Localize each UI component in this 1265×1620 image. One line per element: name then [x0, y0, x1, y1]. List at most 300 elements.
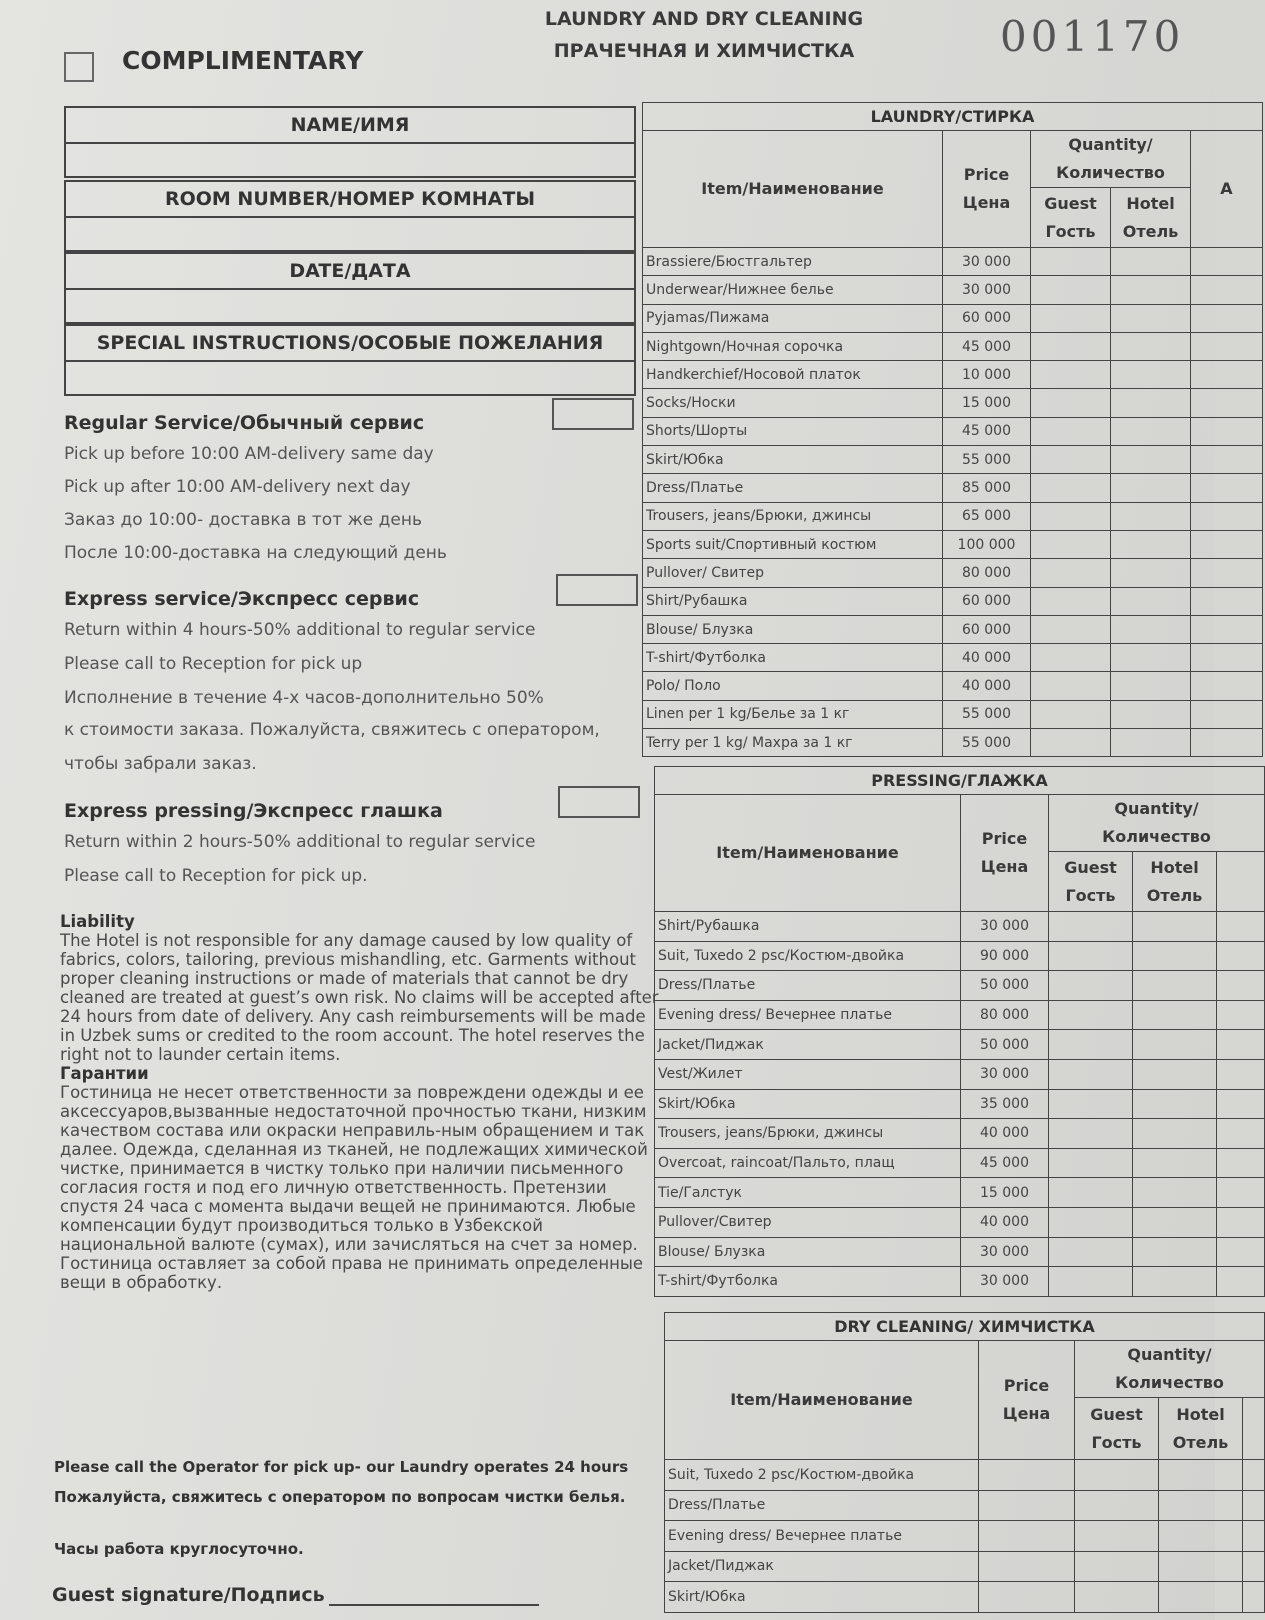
- table-row: [655, 1119, 1265, 1149]
- item-price: 55 000: [943, 446, 1031, 474]
- guest-quantity-cell[interactable]: [1049, 941, 1133, 971]
- hotel-quantity-cell[interactable]: [1133, 1030, 1217, 1060]
- extra-header: A: [1191, 131, 1263, 248]
- guest-quantity-cell[interactable]: [1049, 1030, 1133, 1060]
- item-price: 45 000: [943, 417, 1031, 445]
- guest-quantity-cell[interactable]: [1049, 1237, 1133, 1267]
- express-pressing-line: Please call to Reception for pick up.: [64, 866, 368, 886]
- hotel-quantity-cell[interactable]: [1159, 1521, 1243, 1552]
- express-service-checkbox[interactable]: [556, 574, 638, 606]
- guest-quantity-cell[interactable]: [1049, 1267, 1133, 1297]
- item-price: 40 000: [943, 644, 1031, 672]
- guest-signature-label: Guest signature/Подпись: [52, 1584, 325, 1606]
- item-price: 80 000: [961, 1000, 1049, 1030]
- item-name: Skirt/Юбка: [665, 1582, 979, 1613]
- hotel-quantity-cell[interactable]: [1133, 1267, 1217, 1297]
- guest-quantity-cell[interactable]: [1075, 1521, 1159, 1552]
- hotel-quantity-cell[interactable]: [1111, 530, 1191, 558]
- extra-cell[interactable]: [1243, 1582, 1265, 1613]
- extra-cell[interactable]: [1217, 941, 1265, 971]
- item-price: 90 000: [961, 941, 1049, 971]
- liability-text: The Hotel is not responsible for any damage caused by low quality of fabrics, colors, tailoring, previous mishandling, etc. Garments without proper cleaning instructions or made of materials that cannot be dry cleaned are treated at guest’s own risk. No claims will be accepted after 24 hours from date of delivery. Any cash reimbursements will be made in Uzbek sums or credited to the room account. The hotel reserves the right not to launder certain items.: [60, 931, 659, 1064]
- guest-quantity-cell[interactable]: [1049, 1089, 1133, 1119]
- item-price: [979, 1460, 1075, 1491]
- item-price: 35 000: [961, 1089, 1049, 1119]
- table-row: [655, 1237, 1265, 1267]
- item-name: Socks/Носки: [643, 389, 943, 417]
- hotel-quantity-cell[interactable]: [1133, 941, 1217, 971]
- item-price: [979, 1551, 1075, 1582]
- name-field-label: NAME/ИМЯ: [66, 108, 634, 144]
- table-row: [655, 912, 1265, 942]
- table-row: [643, 700, 1263, 728]
- guest-quantity-cell[interactable]: [1031, 304, 1111, 332]
- item-price: [979, 1521, 1075, 1552]
- item-name: Suit, Tuxedo 2 psc/Костюм-двойка: [655, 941, 961, 971]
- item-name: T-shirt/Футболка: [655, 1267, 961, 1297]
- extra-cell[interactable]: [1191, 446, 1263, 474]
- hotel-quantity-cell[interactable]: [1159, 1582, 1243, 1613]
- hotel-header: [1159, 1398, 1243, 1460]
- hotel-quantity-cell[interactable]: [1111, 700, 1191, 728]
- hotel-quantity-cell[interactable]: [1111, 276, 1191, 304]
- item-name: Jacket/Пиджак: [665, 1551, 979, 1582]
- item-price: [979, 1582, 1075, 1613]
- name-field: [64, 106, 636, 178]
- regular-service-checkbox[interactable]: [552, 398, 634, 430]
- guest-header-en: Guest: [1090, 1404, 1143, 1424]
- extra-cell[interactable]: [1191, 530, 1263, 558]
- table-row: [655, 1089, 1265, 1119]
- quantity-header: [1075, 1341, 1265, 1398]
- hotel-quantity-cell[interactable]: [1111, 672, 1191, 700]
- item-name: Shorts/Шорты: [643, 417, 943, 445]
- guest-quantity-cell[interactable]: [1075, 1460, 1159, 1491]
- special-instructions-field: [64, 324, 636, 396]
- name-input[interactable]: [66, 144, 634, 176]
- form-title-en: LAUNDRY AND DRY CLEANING: [544, 8, 864, 30]
- extra-cell[interactable]: [1191, 248, 1263, 276]
- hotel-quantity-cell[interactable]: [1159, 1490, 1243, 1521]
- hotel-quantity-cell[interactable]: [1111, 417, 1191, 445]
- extra-cell[interactable]: [1191, 502, 1263, 530]
- price-header-ru: Цена: [1002, 1404, 1051, 1423]
- express-pressing-line: Return within 2 hours-50% additional to regular service: [64, 832, 536, 852]
- room-number-input[interactable]: [66, 218, 634, 250]
- item-name: Blouse/ Блузка: [643, 615, 943, 643]
- item-name: T-shirt/Футболка: [643, 644, 943, 672]
- table-row: [643, 615, 1263, 643]
- item-name: Polo/ Поло: [643, 672, 943, 700]
- extra-cell[interactable]: [1191, 332, 1263, 360]
- hotel-header-ru: Отель: [1122, 221, 1179, 241]
- extra-cell[interactable]: [1217, 1207, 1265, 1237]
- dry-cleaning-title: DRY CLEANING/ ХИМЧИСТКА: [665, 1313, 1265, 1341]
- guest-quantity-cell[interactable]: [1031, 276, 1111, 304]
- hotel-header: [1133, 852, 1217, 912]
- guest-quantity-cell[interactable]: [1075, 1582, 1159, 1613]
- extra-cell[interactable]: [1243, 1460, 1265, 1491]
- hotel-quantity-cell[interactable]: [1111, 446, 1191, 474]
- table-row: [665, 1521, 1265, 1552]
- item-name: Dress/Платье: [665, 1490, 979, 1521]
- table-row: [655, 1000, 1265, 1030]
- laundry-table: [642, 102, 1263, 757]
- hotel-quantity-cell[interactable]: [1133, 1178, 1217, 1208]
- guest-quantity-cell[interactable]: [1049, 1148, 1133, 1178]
- item-price: 65 000: [943, 502, 1031, 530]
- express-service-title: Express service/Экспресс сервис: [64, 588, 420, 610]
- hotel-quantity-cell[interactable]: [1133, 1089, 1217, 1119]
- item-name: Dress/Платье: [655, 971, 961, 1001]
- table-row: [643, 644, 1263, 672]
- price-header-ru: Цена: [962, 193, 1011, 212]
- guest-quantity-cell[interactable]: [1031, 729, 1111, 757]
- item-price: 60 000: [943, 615, 1031, 643]
- extra-cell[interactable]: [1243, 1551, 1265, 1582]
- item-name: Overcoat, raincoat/Пальто, плащ: [655, 1148, 961, 1178]
- hotel-header: [1111, 188, 1191, 248]
- guest-quantity-cell[interactable]: [1031, 361, 1111, 389]
- extra-cell[interactable]: [1191, 700, 1263, 728]
- table-row: [655, 1267, 1265, 1297]
- special-instructions-label: SPECIAL INSTRUCTIONS/ОСОБЫЕ ПОЖЕЛАНИЯ: [66, 326, 634, 362]
- item-name: Evening dress/ Вечернее платье: [655, 1000, 961, 1030]
- table-row: [655, 1148, 1265, 1178]
- room-number-label: ROOM NUMBER/НОМЕР КОМНАТЫ: [66, 182, 634, 218]
- item-name: Evening dress/ Вечернее платье: [665, 1521, 979, 1552]
- item-name: Skirt/Юбка: [643, 446, 943, 474]
- quantity-header-ru: Количество: [1056, 163, 1165, 182]
- extra-cell[interactable]: [1217, 1030, 1265, 1060]
- guest-quantity-cell[interactable]: [1031, 530, 1111, 558]
- item-price: 30 000: [961, 912, 1049, 942]
- item-price: 55 000: [943, 700, 1031, 728]
- quantity-header-ru: Количество: [1115, 1373, 1224, 1392]
- extra-cell[interactable]: [1191, 417, 1263, 445]
- item-price: 50 000: [961, 1030, 1049, 1060]
- guest-quantity-cell[interactable]: [1031, 502, 1111, 530]
- item-name: Terry per 1 kg/ Махра за 1 кг: [643, 729, 943, 757]
- table-row: [655, 1207, 1265, 1237]
- table-row: [643, 559, 1263, 587]
- extra-cell[interactable]: [1191, 615, 1263, 643]
- regular-service-title: Regular Service/Обычный сервис: [64, 412, 425, 434]
- table-row: [643, 672, 1263, 700]
- signature-line[interactable]: [329, 1586, 539, 1606]
- hotel-quantity-cell[interactable]: [1133, 1237, 1217, 1267]
- extra-cell[interactable]: [1217, 971, 1265, 1001]
- hotel-quantity-cell[interactable]: [1133, 1207, 1217, 1237]
- extra-cell[interactable]: [1191, 304, 1263, 332]
- table-row: [665, 1460, 1265, 1491]
- hotel-quantity-cell[interactable]: [1159, 1551, 1243, 1582]
- hotel-quantity-cell[interactable]: [1111, 304, 1191, 332]
- table-row: [643, 276, 1263, 304]
- extra-cell[interactable]: [1217, 1059, 1265, 1089]
- extra-cell[interactable]: [1191, 672, 1263, 700]
- express-line: Исполнение в течение 4-х часов-дополнительно 50%: [64, 688, 544, 708]
- item-name: Sports suit/Спортивный костюм: [643, 530, 943, 558]
- extra-cell[interactable]: [1191, 474, 1263, 502]
- quantity-header: [1031, 131, 1191, 188]
- hotel-quantity-cell[interactable]: [1111, 615, 1191, 643]
- item-name: Handkerchief/Носовой платок: [643, 361, 943, 389]
- item-name: Nightgown/Ночная сорочка: [643, 332, 943, 360]
- guest-quantity-cell[interactable]: [1031, 615, 1111, 643]
- hotel-quantity-cell[interactable]: [1111, 502, 1191, 530]
- table-row: [655, 1059, 1265, 1089]
- guest-header-en: Guest: [1044, 193, 1097, 213]
- guest-quantity-cell[interactable]: [1031, 559, 1111, 587]
- guarantee-title: Гарантии: [60, 1064, 149, 1083]
- guest-header-ru: Гость: [1091, 1432, 1142, 1452]
- item-price: 30 000: [943, 276, 1031, 304]
- price-header-ru: Цена: [980, 857, 1029, 876]
- hotel-quantity-cell[interactable]: [1111, 332, 1191, 360]
- item-price: 30 000: [943, 248, 1031, 276]
- table-row: [643, 729, 1263, 757]
- quantity-header-en: Quantity/: [1114, 799, 1199, 818]
- table-row: [643, 332, 1263, 360]
- price-header: [961, 795, 1049, 912]
- hotel-quantity-cell[interactable]: [1111, 587, 1191, 615]
- item-price: 45 000: [943, 332, 1031, 360]
- table-row: [655, 971, 1265, 1001]
- regular-line: Заказ до 10:00- доставка в тот же день: [64, 510, 423, 530]
- item-price: 80 000: [943, 559, 1031, 587]
- guest-quantity-cell[interactable]: [1049, 912, 1133, 942]
- table-row: [643, 304, 1263, 332]
- guest-quantity-cell[interactable]: [1049, 1207, 1133, 1237]
- guest-quantity-cell[interactable]: [1031, 672, 1111, 700]
- hotel-quantity-cell[interactable]: [1159, 1460, 1243, 1491]
- guest-quantity-cell[interactable]: [1049, 1059, 1133, 1089]
- guest-quantity-cell[interactable]: [1031, 644, 1111, 672]
- item-price: 40 000: [943, 672, 1031, 700]
- item-price: 40 000: [961, 1119, 1049, 1149]
- item-price: 40 000: [961, 1207, 1049, 1237]
- express-pressing-title: Express pressing/Экспресс глашка: [64, 800, 443, 822]
- guest-header: [1049, 852, 1133, 912]
- table-row: [643, 389, 1263, 417]
- extra-cell[interactable]: [1191, 276, 1263, 304]
- extra-cell[interactable]: [1217, 912, 1265, 942]
- item-header: Item/Наименование: [665, 1341, 979, 1460]
- complimentary-label: COMPLIMENTARY: [122, 46, 364, 75]
- price-header: [943, 131, 1031, 248]
- quantity-header-en: Quantity/: [1068, 135, 1153, 154]
- quantity-header: [1049, 795, 1265, 852]
- item-price: 85 000: [943, 474, 1031, 502]
- table-row: [643, 530, 1263, 558]
- hotel-header-ru: Отель: [1146, 885, 1203, 905]
- extra-cell[interactable]: [1217, 1178, 1265, 1208]
- extra-cell[interactable]: [1191, 729, 1263, 757]
- guest-quantity-cell[interactable]: [1031, 417, 1111, 445]
- guest-header: [1031, 188, 1111, 248]
- date-input[interactable]: [66, 290, 634, 322]
- express-line: чтобы забрали заказ.: [64, 754, 257, 774]
- extra-cell[interactable]: [1217, 1089, 1265, 1119]
- price-header-en: Price: [981, 829, 1028, 848]
- hotel-quantity-cell[interactable]: [1111, 248, 1191, 276]
- guest-quantity-cell[interactable]: [1049, 1178, 1133, 1208]
- item-price: 15 000: [961, 1178, 1049, 1208]
- item-name: Shirt/Рубашка: [643, 587, 943, 615]
- item-name: Shirt/Рубашка: [655, 912, 961, 942]
- room-number-field: [64, 180, 636, 252]
- table-row: [643, 248, 1263, 276]
- guest-quantity-cell[interactable]: [1031, 389, 1111, 417]
- table-row: [665, 1490, 1265, 1521]
- guarantee-text: Гостиница не несет ответственности за повреждени одежды и ее аксессуаров,вызванные недостаточной прочностью ткани, низким качеством состава или окраски неправиль-ным обращением и так далее. Одежда, сделанная из тканей, не подлежащих химической чистке, принимается в чистку только при наличии письменного согласия гостя и под его личную ответственность. Претензии спустя 24 часа с момента выдачи вещей не принимаются. Любые компенсации будут производиться только в Узбекской национальной валюте (сумах), или зачисляться на счет за номер. Гостиница оставляет за собой права не принимать определенные вещи в обработку.: [60, 1083, 648, 1292]
- item-name: Skirt/Юбка: [655, 1089, 961, 1119]
- guest-quantity-cell[interactable]: [1075, 1551, 1159, 1582]
- extra-cell[interactable]: [1217, 1000, 1265, 1030]
- guest-quantity-cell[interactable]: [1049, 971, 1133, 1001]
- item-name: Trousers, jeans/Брюки, джинсы: [643, 502, 943, 530]
- operator-note-en: Please call the Operator for pick up- our Laundry operates 24 hours: [54, 1458, 629, 1476]
- item-price: 55 000: [943, 729, 1031, 757]
- hotel-quantity-cell[interactable]: [1111, 361, 1191, 389]
- item-name: Pyjamas/Пижама: [643, 304, 943, 332]
- complimentary-checkbox[interactable]: [64, 52, 94, 82]
- item-price: 45 000: [961, 1148, 1049, 1178]
- guest-quantity-cell[interactable]: [1075, 1490, 1159, 1521]
- item-name: Tie/Галстук: [655, 1178, 961, 1208]
- special-instructions-input[interactable]: [66, 362, 634, 394]
- extra-cell[interactable]: [1217, 1237, 1265, 1267]
- quantity-header-en: Quantity/: [1127, 1345, 1212, 1364]
- guest-header-en: Guest: [1064, 857, 1117, 877]
- table-row: [665, 1551, 1265, 1582]
- table-row: [643, 417, 1263, 445]
- table-row: [655, 941, 1265, 971]
- price-header: [979, 1341, 1075, 1460]
- extra-cell[interactable]: [1217, 1119, 1265, 1149]
- regular-line: Pick up after 10:00 AM-delivery next day: [64, 477, 411, 497]
- extra-header-empty: [1243, 1398, 1265, 1460]
- extra-cell[interactable]: [1217, 1148, 1265, 1178]
- guest-header-ru: Гость: [1045, 221, 1096, 241]
- item-name: Underwear/Нижнее белье: [643, 276, 943, 304]
- item-price: 30 000: [961, 1237, 1049, 1267]
- extra-cell[interactable]: [1243, 1490, 1265, 1521]
- item-name: Dress/Платье: [643, 474, 943, 502]
- operator-note-ru: Пожалуйста, свяжитесь с оператором по вопросам чистки белья.: [54, 1488, 626, 1506]
- extra-cell[interactable]: [1191, 559, 1263, 587]
- express-pressing-checkbox[interactable]: [558, 786, 640, 818]
- hotel-quantity-cell[interactable]: [1111, 559, 1191, 587]
- item-name: Blouse/ Блузка: [655, 1237, 961, 1267]
- item-header: Item/Наименование: [643, 131, 943, 248]
- item-price: 50 000: [961, 971, 1049, 1001]
- guest-header-ru: Гость: [1065, 885, 1116, 905]
- serial-number: 001170: [1000, 12, 1185, 61]
- guest-quantity-cell[interactable]: [1049, 1000, 1133, 1030]
- table-row: [643, 474, 1263, 502]
- hotel-header-en: Hotel: [1150, 857, 1199, 877]
- table-row: [643, 502, 1263, 530]
- table-row: [643, 361, 1263, 389]
- hotel-quantity-cell[interactable]: [1133, 971, 1217, 1001]
- hotel-quantity-cell[interactable]: [1133, 1119, 1217, 1149]
- item-price: 30 000: [961, 1267, 1049, 1297]
- hotel-quantity-cell[interactable]: [1133, 1148, 1217, 1178]
- item-name: Jacket/Пиджак: [655, 1030, 961, 1060]
- extra-cell[interactable]: [1191, 361, 1263, 389]
- hotel-quantity-cell[interactable]: [1111, 644, 1191, 672]
- date-field: [64, 252, 636, 324]
- guest-quantity-cell[interactable]: [1031, 700, 1111, 728]
- form-title-ru: ПРАЧЕЧНАЯ И ХИМЧИСТКА: [553, 40, 855, 62]
- hours-note: Часы работа круглосуточно.: [54, 1540, 304, 1558]
- hotel-quantity-cell[interactable]: [1133, 912, 1217, 942]
- hotel-quantity-cell[interactable]: [1111, 389, 1191, 417]
- express-line: Please call to Reception for pick up: [64, 654, 363, 674]
- table-row: [655, 1030, 1265, 1060]
- express-line: Return within 4 hours-50% additional to regular service: [64, 620, 536, 640]
- extra-cell[interactable]: [1217, 1267, 1265, 1297]
- item-name: Vest/Жилет: [655, 1059, 961, 1089]
- guest-quantity-cell[interactable]: [1031, 474, 1111, 502]
- guest-quantity-cell[interactable]: [1031, 332, 1111, 360]
- extra-cell[interactable]: [1191, 587, 1263, 615]
- pressing-table: [654, 766, 1265, 1297]
- express-line: к стоимости заказа. Пожалуйста, свяжитесь с оператором,: [64, 720, 600, 740]
- guest-quantity-cell[interactable]: [1031, 446, 1111, 474]
- table-row: [665, 1582, 1265, 1613]
- hotel-quantity-cell[interactable]: [1133, 1059, 1217, 1089]
- quantity-header-ru: Количество: [1102, 827, 1211, 846]
- liability-title: Liability: [60, 912, 135, 931]
- item-price: 60 000: [943, 304, 1031, 332]
- guest-quantity-cell[interactable]: [1031, 587, 1111, 615]
- hotel-quantity-cell[interactable]: [1111, 729, 1191, 757]
- item-name: Pullover/ Свитер: [643, 559, 943, 587]
- hotel-quantity-cell[interactable]: [1133, 1000, 1217, 1030]
- hotel-quantity-cell[interactable]: [1111, 474, 1191, 502]
- hotel-header-en: Hotel: [1176, 1404, 1225, 1424]
- pressing-title: PRESSING/ГЛАЖКА: [655, 767, 1265, 795]
- item-name: Pullover/Свитер: [655, 1207, 961, 1237]
- item-price: 30 000: [961, 1059, 1049, 1089]
- price-header-en: Price: [963, 165, 1010, 184]
- item-price: [979, 1490, 1075, 1521]
- table-row: [655, 1178, 1265, 1208]
- hotel-header-ru: Отель: [1172, 1432, 1229, 1452]
- item-price: 10 000: [943, 361, 1031, 389]
- hotel-header-en: Hotel: [1126, 193, 1175, 213]
- extra-cell[interactable]: [1243, 1521, 1265, 1552]
- extra-cell[interactable]: [1191, 389, 1263, 417]
- price-header-en: Price: [1003, 1376, 1050, 1395]
- laundry-title: LAUNDRY/СТИРКА: [643, 103, 1263, 131]
- guest-header: [1075, 1398, 1159, 1460]
- item-name: Brassiere/Бюстгальтер: [643, 248, 943, 276]
- dry-cleaning-table: [664, 1312, 1265, 1613]
- table-row: [643, 446, 1263, 474]
- guest-quantity-cell[interactable]: [1031, 248, 1111, 276]
- extra-header-empty: [1217, 852, 1265, 912]
- extra-cell[interactable]: [1191, 644, 1263, 672]
- regular-line: Pick up before 10:00 AM-delivery same day: [64, 444, 434, 464]
- date-label: DATE/ДАТА: [66, 254, 634, 290]
- guest-quantity-cell[interactable]: [1049, 1119, 1133, 1149]
- regular-line: После 10:00-доставка на следующий день: [64, 543, 447, 563]
- item-name: Linen per 1 kg/Белье за 1 кг: [643, 700, 943, 728]
